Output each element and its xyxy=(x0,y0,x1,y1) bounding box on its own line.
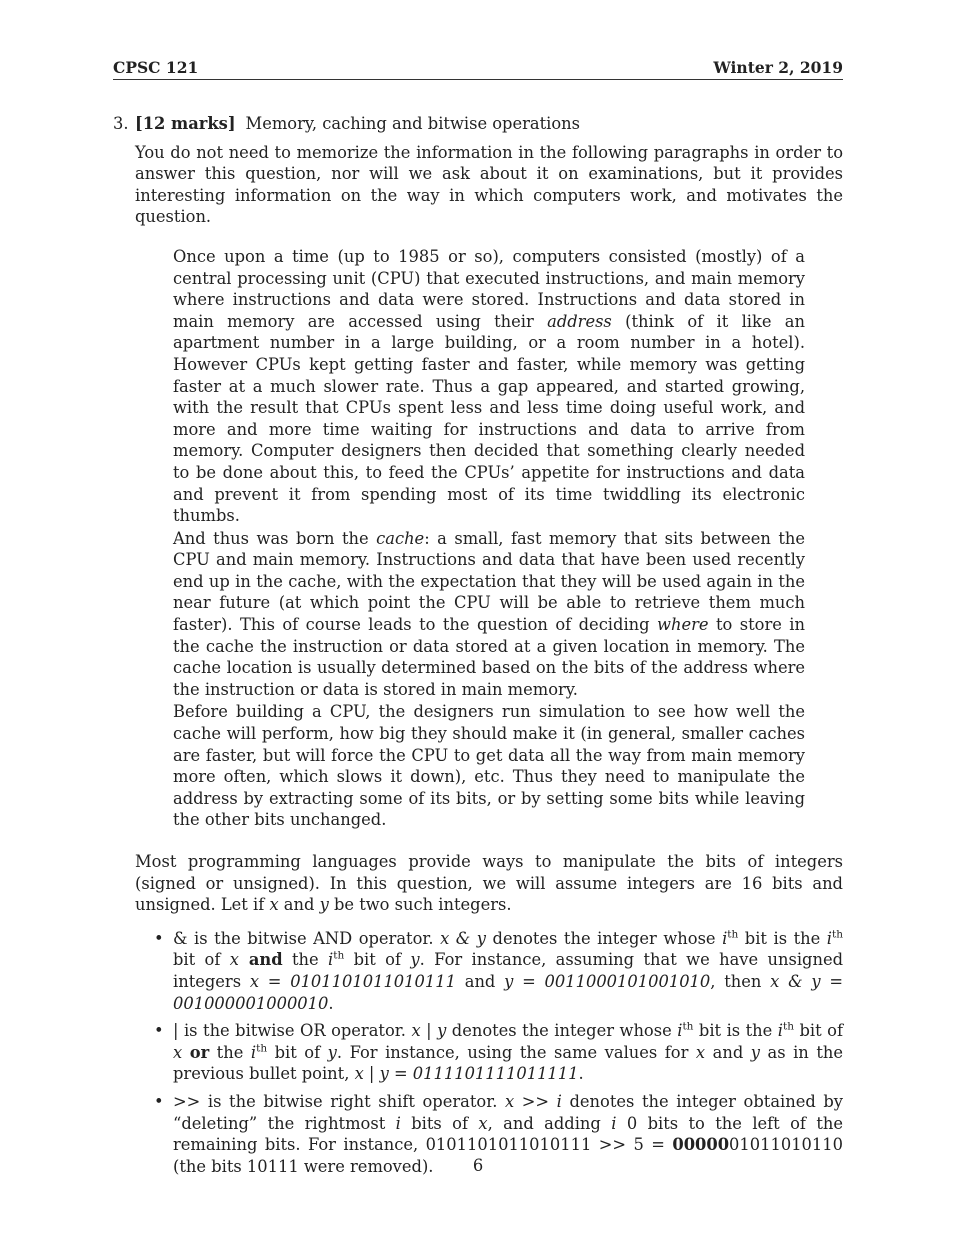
bullet-icon: • xyxy=(154,928,164,948)
text: 01011010110 xyxy=(729,1135,843,1155)
emphasis-where: where xyxy=(657,615,709,635)
math: x xyxy=(229,950,239,970)
text: as in the previous bullet point, xyxy=(173,1042,843,1084)
text: the xyxy=(282,950,329,970)
math: x | y = 0111101111011111 xyxy=(354,1064,579,1084)
superscript: th xyxy=(682,1020,694,1033)
math: y xyxy=(410,950,420,970)
emphasis-address: address xyxy=(547,311,612,331)
question-3 xyxy=(113,113,843,1183)
text: bit is the xyxy=(738,928,827,948)
text: and xyxy=(705,1042,751,1062)
bold-bits: 00000 xyxy=(672,1135,730,1155)
text: bit of xyxy=(267,1042,328,1062)
math: i xyxy=(677,1021,683,1041)
text: Once upon a time (up to 1985 or so), computers consisted (mostly) of a central processing unit (CPU) that executed instructions, and main memory where instructions and data were stored. Instructions and data stored in main memory are accessed using their xyxy=(173,246,805,331)
page-number: 6 xyxy=(472,1156,484,1175)
math: x >> i xyxy=(504,1091,562,1111)
math: x xyxy=(695,1042,706,1062)
integers-paragraph xyxy=(135,851,843,916)
text: (the bits 10111 were removed). xyxy=(173,1156,434,1176)
list-item-or xyxy=(135,1020,843,1085)
bullet-icon: • xyxy=(154,1091,164,1111)
story-paragraph-2 xyxy=(173,528,805,701)
math: i xyxy=(328,950,334,970)
math: y xyxy=(327,1042,337,1062)
math: i xyxy=(777,1021,784,1041)
text: and xyxy=(278,895,320,915)
course-code: CPSC 121 xyxy=(113,58,199,77)
story-paragraph-3: Before building a CPU, the designers run simulation to see how well the cache will perform, how big they should make it (in general, smaller caches are faster, but will force the CPU to get data all the way from main memory more often, which slows it down), etc. Thus they need to manipulate the address by extracting some of its bits, or by setting some bits while leaving the other bits unchanged. xyxy=(173,702,805,830)
math: x & y = 001000001000010 xyxy=(173,971,843,1013)
text: | is the bitwise OR operator. xyxy=(173,1021,412,1041)
question-marks: [12 marks] xyxy=(135,114,236,133)
text: Most programming languages provide ways to manipulate the bits of integers (signed or unsigned). In this question, we will assume integers are 16 bits and unsigned. Let if xyxy=(135,852,843,915)
superscript: th xyxy=(832,928,843,941)
bold-word: and xyxy=(238,950,283,970)
text: bit of xyxy=(799,1021,843,1041)
page-header xyxy=(113,58,843,80)
text: , then xyxy=(710,971,771,991)
math-x: x xyxy=(269,895,279,915)
bullet-icon: • xyxy=(154,1021,164,1041)
math: i xyxy=(395,1113,401,1133)
math-y: y xyxy=(319,895,329,915)
math: x | y xyxy=(411,1021,447,1041)
story-paragraph-1 xyxy=(173,246,805,527)
text: And thus was born the xyxy=(173,528,377,548)
math: x & y xyxy=(440,928,486,948)
superscript: th xyxy=(727,928,739,941)
text: . For instance, using the same values for xyxy=(336,1042,696,1062)
text: bits of xyxy=(400,1113,479,1133)
question-topic: Memory, caching and bitwise operations xyxy=(245,114,580,133)
text: & is the bitwise AND operator. xyxy=(173,928,441,948)
text: denotes the integer whose xyxy=(486,928,723,948)
list-item-and xyxy=(135,928,843,1014)
question-number: 3. xyxy=(113,114,129,133)
text: the xyxy=(209,1042,251,1062)
text: : a small, fast memory that sits between the CPU and main memory. Instructions and data that have been used recently end up in the cache, with the expectation that they will be used again in the near future (at which point the CPU will be able to retrieve them much faster). This of course leads to the question of deciding xyxy=(173,528,805,635)
text: . xyxy=(328,993,334,1013)
superscript: th xyxy=(256,1042,268,1055)
text: be two such integers. xyxy=(328,895,512,915)
text: , and adding xyxy=(487,1113,612,1133)
term: Winter 2, 2019 xyxy=(713,58,843,77)
math: i xyxy=(611,1113,617,1133)
text: and xyxy=(455,971,505,991)
math: i xyxy=(250,1042,257,1062)
text: bit is the xyxy=(693,1021,778,1041)
math: x xyxy=(173,1042,183,1062)
superscript: th xyxy=(783,1020,794,1033)
text: bit of xyxy=(344,950,411,970)
text: denotes the integer whose xyxy=(446,1021,678,1041)
text: (think of it like an apartment number in a large building, or a room number in a hotel). However CPUs kept getting faster and faster, while memory was getting faster at a much slower rate. Thus a gap appeared, and started growing, with the result that CPUs spent less and less time doing useful work, and more and more time waiting for instructions and data to arrive from memory. Computer designers then decided that something clearly needed to be done about this, to feed the CPUs’ appetite for instructions and data and prevent it from spending most of its time twiddling its electronic thumbs. xyxy=(173,311,805,526)
emphasis-cache: cache xyxy=(376,528,425,548)
intro-paragraph: You do not need to memorize the information in the following paragraphs in order to answer this question, nor will we ask about it on examinations, but it provides interesting information on the way in which computers work, and motivates the question. xyxy=(135,142,843,227)
text: >> is the bitwise right shift operator. xyxy=(173,1091,505,1111)
question-title xyxy=(113,113,843,135)
text: to store in the cache the instruction or data stored at a given location in memory. The cache location is usually determined based on the bits of the address where the instruction or data is stored in main memory. xyxy=(173,615,806,699)
text: . For instance, assuming that we have unsigned integers xyxy=(173,950,843,991)
text: bit of xyxy=(173,950,230,970)
text: denotes the integer obtained by “deleting” the rightmost xyxy=(173,1091,843,1133)
math: x = 0101101011010111 xyxy=(249,971,456,991)
math: y xyxy=(750,1042,760,1062)
text: . xyxy=(578,1064,584,1084)
math: i xyxy=(826,928,832,948)
bold-word: or xyxy=(189,1042,210,1062)
math: i xyxy=(722,928,728,948)
superscript: th xyxy=(333,949,345,962)
math: y = 0011000101001010 xyxy=(504,971,711,991)
operator-list xyxy=(135,928,843,1178)
text: 0 bits to the left of the remaining bits. For instance, 0101101011010111 >> 5 = xyxy=(173,1113,844,1155)
math: x xyxy=(478,1113,488,1133)
story-block xyxy=(173,246,805,831)
